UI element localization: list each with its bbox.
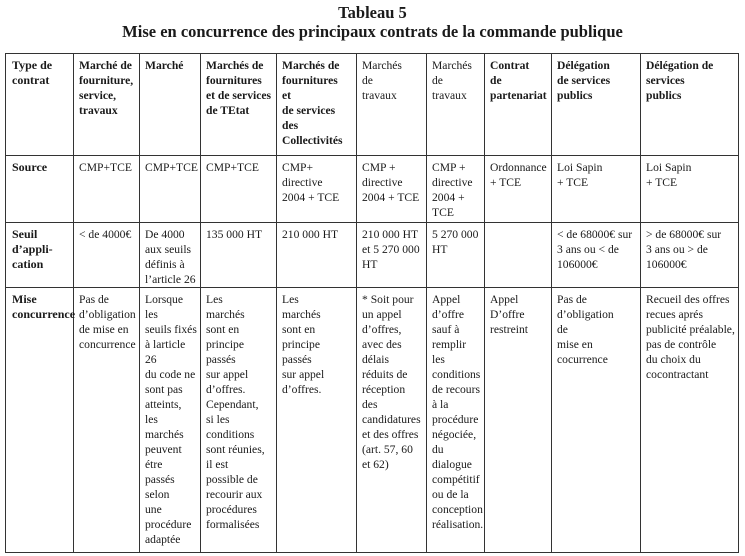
header-cell: Marché	[140, 54, 201, 156]
source-cell: CMP + directive 2004 + TCE	[427, 156, 485, 223]
header-cell: Délégation de services publics	[641, 54, 739, 156]
competition-cell: Lorsque les seuils fixés à larticle 26 du code ne sont pas atteints, les marchés peuvent étre passés selon une procédure adaptée	[140, 288, 201, 553]
header-cell: Délégation de services publics	[552, 54, 641, 156]
source-cell: Loi Sapin + TCE	[641, 156, 739, 223]
source-cell: CMP + directive 2004 + TCE	[357, 156, 427, 223]
header-cell: Marchés de fournitures et de services des Collectivités	[277, 54, 357, 156]
table-number: Tableau 5	[338, 3, 407, 22]
row-label-type: Type de contrat	[6, 54, 74, 156]
source-cell: Loi Sapin + TCE	[552, 156, 641, 223]
table-title: Mise en concurrence des principaux contrats de la commande publique	[122, 22, 623, 41]
header-cell: Marchés de fournitures et de services de TEtat	[201, 54, 277, 156]
row-label-source: Source	[6, 156, 74, 223]
header-cell: Marché de fourniture, service, travaux	[74, 54, 140, 156]
row-label-competition: Mise concurrence	[6, 288, 74, 553]
threshold-cell: < de 68000€ sur 3 ans ou < de 106000€	[552, 223, 641, 288]
threshold-cell: De 4000 aux seuils définis à l’article 26	[140, 223, 201, 288]
header-cell: Marchés de travaux	[427, 54, 485, 156]
header-row	[6, 54, 739, 156]
competition-cell: Les marchés sont en principe passés sur appel d’offres.	[277, 288, 357, 553]
source-row	[6, 156, 739, 223]
source-cell: Ordonnance + TCE	[485, 156, 552, 223]
competition-cell: Appel d’offre sauf à remplir les conditions de recours à la procédure négociée, du dialogue compétitif ou de la conception réalisation.	[427, 288, 485, 553]
source-cell: CMP+TCE	[201, 156, 277, 223]
row-label-threshold: Seuil d’appli- cation	[6, 223, 74, 288]
threshold-cell: 210 000 HT et 5 270 000 HT	[357, 223, 427, 288]
competition-cell: Pas de d’obligation de mise en concurrence	[74, 288, 140, 553]
source-cell: CMP+ directive 2004 + TCE	[277, 156, 357, 223]
source-cell: CMP+TCE	[74, 156, 140, 223]
threshold-cell: 135 000 HT	[201, 223, 277, 288]
threshold-cell: < de 4000€	[74, 223, 140, 288]
threshold-cell	[485, 223, 552, 288]
competition-cell: Recueil des offres recues aprés publicité préalable, pas de contrôle du choix du cocontractant	[641, 288, 739, 553]
threshold-row	[6, 223, 739, 288]
competition-cell: Pas de d’obligation de mise en cocurrence	[552, 288, 641, 553]
contracts-table	[5, 53, 739, 553]
competition-cell: * Soit pour un appel d’offres, avec des délais réduits de réception des candidatures et des offres (art. 57, 60 et 62)	[357, 288, 427, 553]
threshold-cell: 5 270 000 HT	[427, 223, 485, 288]
header-cell: Marchés de travaux	[357, 54, 427, 156]
competition-cell: Les marchés sont en principe passés sur appel d’offres. Cependant, si les conditions sont réunies, il est possible de recourir aux procédures formalisées	[201, 288, 277, 553]
title-block	[0, 3, 745, 41]
threshold-cell: > de 68000€ sur 3 ans ou > de 106000€	[641, 223, 739, 288]
source-cell: CMP+TCE	[140, 156, 201, 223]
competition-cell: Appel D’offre restreint	[485, 288, 552, 553]
header-cell: Contrat de partenariat	[485, 54, 552, 156]
threshold-cell: 210 000 HT	[277, 223, 357, 288]
competition-row	[6, 288, 739, 553]
